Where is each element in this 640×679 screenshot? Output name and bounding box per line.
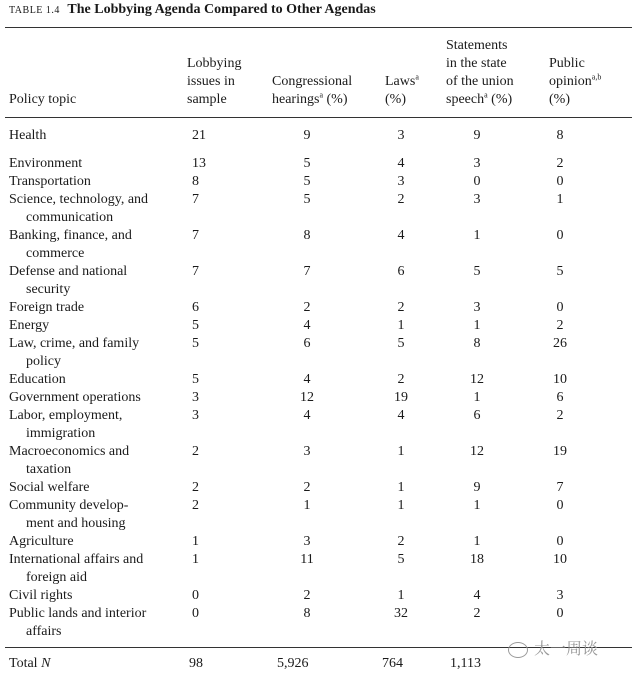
row-value: 2 xyxy=(397,192,405,207)
row-value: 0 xyxy=(556,606,564,621)
header-public-opinion: Public opinion$^{a,b}$ (%) xyxy=(549,56,602,107)
row-value: 1 xyxy=(473,390,481,405)
row-topic: Macroeconomics and taxation xyxy=(9,444,130,477)
footnote-marker: a xyxy=(484,90,488,100)
row-value: 7 xyxy=(192,192,199,207)
row-value: 3 xyxy=(473,192,481,207)
row-value: 5 xyxy=(192,336,199,351)
wechat-icon xyxy=(508,642,528,658)
row-topic: Agriculture xyxy=(9,534,74,549)
row-value: 3 xyxy=(397,174,405,189)
row-value: 3 xyxy=(303,444,311,459)
row-value: 8 xyxy=(303,606,311,621)
total-value: 5,926 xyxy=(277,656,309,671)
row-topic: Environment xyxy=(9,156,83,171)
row-value: 3 xyxy=(473,300,481,315)
row-value: 2 xyxy=(192,498,199,513)
row-value: 5 xyxy=(556,264,564,279)
row-value: 5 xyxy=(397,336,405,351)
table-title: The Lobbying Agenda Compared to Other Agendas xyxy=(67,2,376,17)
row-value: 0 xyxy=(556,498,564,513)
row-topic: Civil rights xyxy=(9,588,73,603)
row-value: 5 xyxy=(192,318,199,333)
header-laws: Laws$^a$ (%) xyxy=(385,72,419,107)
row-value: 7 xyxy=(556,480,564,495)
row-value: 1 xyxy=(397,498,405,513)
row-value: 1 xyxy=(397,588,405,603)
row-value: 1 xyxy=(192,552,199,567)
row-topic: Energy xyxy=(9,318,50,333)
watermark: 太一周谈 xyxy=(508,636,598,659)
row-value: 0 xyxy=(473,174,481,189)
row-topic: Public lands and interior affairs xyxy=(9,606,147,639)
row-value: 4 xyxy=(397,408,405,423)
row-value: 12 xyxy=(470,444,484,459)
row-value: 1 xyxy=(303,498,311,513)
row-value: 8 xyxy=(192,174,199,189)
header-congressional-hearings: Congressional hearings$^a$ (%) xyxy=(272,74,353,107)
row-topic: Foreign trade xyxy=(9,300,85,315)
row-value: 5 xyxy=(473,264,481,279)
footnote-marker: a xyxy=(415,72,419,82)
row-value: 2 xyxy=(397,300,405,315)
row-value: 3 xyxy=(303,534,311,549)
row-value: 12 xyxy=(470,372,484,387)
footnote-marker: a xyxy=(319,90,323,100)
row-value: 5 xyxy=(397,552,405,567)
row-topic: Law, crime, and family policy xyxy=(9,336,140,369)
row-value: 5 xyxy=(303,192,311,207)
row-value: 3 xyxy=(397,128,405,143)
row-value: 9 xyxy=(473,480,481,495)
row-value: 0 xyxy=(556,174,564,189)
row-value: 6 xyxy=(556,390,564,405)
row-value: 7 xyxy=(192,228,199,243)
row-value: 0 xyxy=(556,534,564,549)
row-value: 7 xyxy=(192,264,199,279)
header-state-of-union: Statements in the state of the union speech$^a$ (%) xyxy=(446,38,514,107)
row-value: 2 xyxy=(192,444,199,459)
row-topic: Government operations xyxy=(9,390,141,405)
row-value: 2 xyxy=(556,156,564,171)
row-value: 1 xyxy=(473,228,481,243)
row-value: 4 xyxy=(473,588,481,603)
top-rule xyxy=(5,27,632,28)
row-value: 1 xyxy=(556,192,564,207)
row-value: 3 xyxy=(192,408,199,423)
row-topic: Banking, finance, and commerce xyxy=(9,228,132,261)
row-value: 8 xyxy=(473,336,481,351)
row-value: 9 xyxy=(303,128,311,143)
total-value: 98 xyxy=(189,656,203,671)
row-value: 5 xyxy=(192,372,199,387)
row-value: 6 xyxy=(473,408,481,423)
row-value: 2 xyxy=(473,606,481,621)
row-value: 32 xyxy=(394,606,408,621)
row-value: 6 xyxy=(303,336,311,351)
row-topic: Science, technology, and communication xyxy=(9,192,149,225)
row-value: 0 xyxy=(556,228,564,243)
row-value: 4 xyxy=(303,372,311,387)
row-value: 12 xyxy=(300,390,314,405)
row-topic: Social welfare xyxy=(9,480,90,495)
row-topic: Community develop- ment and housing xyxy=(9,498,129,531)
header-policy-topic: Policy topic xyxy=(9,92,77,107)
row-value: 13 xyxy=(192,156,206,171)
total-value: 764 xyxy=(382,656,403,671)
row-value: 6 xyxy=(397,264,405,279)
row-value: 10 xyxy=(553,552,567,567)
row-value: 2 xyxy=(556,408,564,423)
row-topic: Defense and national security xyxy=(9,264,128,297)
row-value: 1 xyxy=(473,498,481,513)
table-number: TABLE 1.4 xyxy=(9,5,60,16)
row-value: 1 xyxy=(192,534,199,549)
row-value: 3 xyxy=(556,588,564,603)
row-value: 5 xyxy=(303,156,311,171)
row-value: 0 xyxy=(556,300,564,315)
row-value: 11 xyxy=(300,552,314,567)
row-topic: Education xyxy=(9,372,66,387)
row-value: 4 xyxy=(397,156,405,171)
row-value: 18 xyxy=(470,552,484,567)
row-value: 7 xyxy=(303,264,311,279)
row-value: 19 xyxy=(394,390,408,405)
row-value: 8 xyxy=(556,128,564,143)
header-rule xyxy=(5,117,632,118)
row-value: 21 xyxy=(192,128,206,143)
row-topic: Transportation xyxy=(9,174,91,189)
row-value: 19 xyxy=(553,444,567,459)
row-value: 1 xyxy=(397,444,405,459)
row-value: 8 xyxy=(303,228,311,243)
row-value: 2 xyxy=(192,480,199,495)
row-value: 1 xyxy=(397,318,405,333)
row-value: 0 xyxy=(192,588,199,603)
row-value: 4 xyxy=(397,228,405,243)
row-value: 2 xyxy=(556,318,564,333)
row-value: 6 xyxy=(192,300,199,315)
row-value: 10 xyxy=(553,372,567,387)
row-value: 1 xyxy=(397,480,405,495)
row-value: 4 xyxy=(303,408,311,423)
row-value: 0 xyxy=(192,606,199,621)
row-value: 2 xyxy=(303,588,311,603)
row-value: 5 xyxy=(303,174,311,189)
row-topic: International affairs and foreign aid xyxy=(9,552,144,585)
row-value: 3 xyxy=(192,390,199,405)
row-value: 4 xyxy=(303,318,311,333)
row-value: 26 xyxy=(553,336,567,351)
row-topic: Labor, employment, immigration xyxy=(9,408,123,441)
footnote-marker: a,b xyxy=(591,72,602,82)
row-value: 2 xyxy=(397,372,405,387)
table-caption xyxy=(9,2,376,18)
row-value: 2 xyxy=(303,480,311,495)
row-value: 1 xyxy=(473,534,481,549)
row-value: 9 xyxy=(473,128,481,143)
total-label: Total N xyxy=(9,656,51,671)
row-topic: Health xyxy=(9,128,47,143)
header-lobbying-issues: Lobbying issues in sample xyxy=(187,56,242,107)
total-value: 1,113 xyxy=(450,656,481,671)
row-value: 1 xyxy=(473,318,481,333)
row-value: 3 xyxy=(473,156,481,171)
row-value: 2 xyxy=(303,300,311,315)
row-value: 2 xyxy=(397,534,405,549)
